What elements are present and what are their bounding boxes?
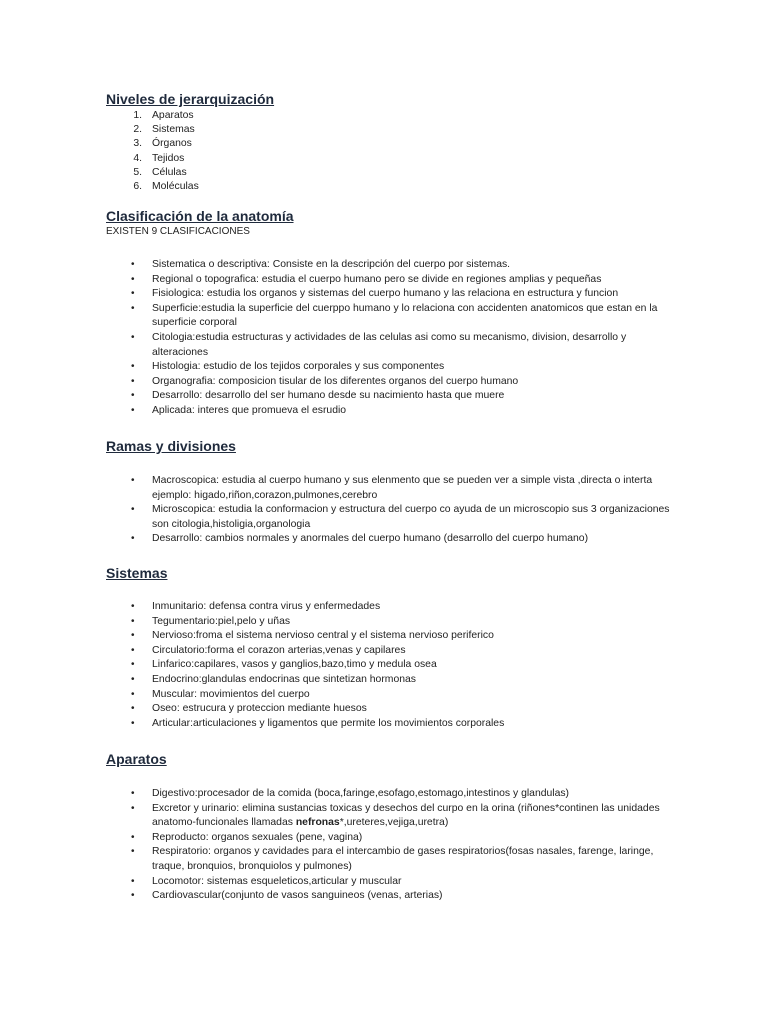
list-item: • Microscopica: estudia la conformacion y estructura del cuerpo co ayuda de un microscopio sus 3 organizaciones son citologia,histoligia,organologia bbox=[131, 504, 670, 530]
clasificacion-subtitle: EXISTEN 9 CLASIFICACIONES bbox=[106, 226, 250, 237]
list-item: • Organografia: composicion tisular de los diferentes organos del cuerpo humano bbox=[131, 375, 519, 387]
list-item: 3. Órganos bbox=[133, 138, 192, 150]
ramas-list bbox=[131, 474, 671, 547]
list-item: 1. Aparatos bbox=[133, 110, 194, 121]
clasificacion-list bbox=[131, 258, 671, 419]
list-item: • Endocrino:glandulas endocrinas que sintetizan hormonas bbox=[131, 673, 416, 685]
heading-niveles: Niveles de jerarquización bbox=[106, 91, 275, 107]
list-item: • Tegumentario:piel,pelo y uñas bbox=[131, 615, 291, 627]
list-item: • Muscular: movimientos del cuerpo bbox=[131, 688, 310, 700]
list-item: • Superficie:estudia la superficie del cuerppo humano y lo relaciona con accidenten anatomicos que estan en la superficie corporal bbox=[131, 302, 658, 329]
list-item: • Sistematica o descriptiva: Consiste en la descripción del cuerpo por sistemas. bbox=[131, 259, 511, 270]
list-item: • Desarrollo: desarrollo del ser humano desde su nacimiento hasta que muere bbox=[131, 390, 505, 402]
list-item: • Articular:articulaciones y ligamentos que permite los movimientos corporales bbox=[131, 717, 505, 729]
list-item: 2. Sistemas bbox=[133, 124, 195, 136]
list-item: • Oseo: estrucura y proteccion mediante huesos bbox=[131, 703, 367, 715]
list-item: 4. Tejidos bbox=[133, 152, 185, 164]
list-item: • Fisiologica: estudia los organos y sistemas del cuerpo humano y las relaciona en estructura y funcion bbox=[131, 288, 619, 300]
list-item: • Histologia: estudio de los tejidos corporales y sus componentes bbox=[131, 361, 445, 373]
list-item: • Inmunitario: defensa contra virus y enfermedades bbox=[131, 601, 381, 612]
heading-aparatos: Aparatos bbox=[106, 751, 167, 767]
list-item: • Linfarico:capilares, vasos y ganglios,bazo,timo y medula osea bbox=[131, 659, 437, 671]
bold-term: nefronas bbox=[295, 817, 340, 829]
list-item: • Regional o topografica: estudia el cuerpo humano pero se divide en regiones amplias y pequeñas bbox=[131, 273, 602, 285]
heading-clasificacion: Clasificación de la anatomía bbox=[106, 208, 294, 224]
aparatos-list bbox=[131, 787, 671, 904]
list-item: 5. Células bbox=[133, 166, 187, 178]
sistemas-list bbox=[131, 600, 671, 731]
list-item: • Citologia:estudia estructuras y actividades de las celulas asi como su mecanismo, division, desarrollo y alteraciones bbox=[131, 331, 627, 358]
list-item: • Cardiovascular(conjunto de vasos sanguineos (venas, arterias) bbox=[131, 890, 443, 902]
list-item: • Reproducto: organos sexuales (pene, vagina) bbox=[131, 831, 363, 843]
list-item: • Desarrollo: cambios normales y anormales del cuerpo humano (desarrollo del cuerpo humano) bbox=[131, 533, 589, 545]
niveles-list bbox=[128, 109, 199, 194]
list-item: • Nervioso:froma el sistema nervioso central y el sistema nervioso periferico bbox=[131, 630, 494, 642]
list-item: • Aplicada: interes que promueva el esrudio bbox=[131, 404, 347, 416]
list-item: • Excretor y urinario: elimina sustancias toxicas y desechos del curpo en la orina (riñones*continen las unidades anatomo-funcionales llamadas nefronas*,ureteres,vejiga,uretra) bbox=[131, 802, 660, 829]
list-item: • Locomotor: sistemas esqueleticos,articular y muscular bbox=[131, 875, 402, 887]
list-item: • Respiratorio: organos y cavidades para el intercambio de gases respiratorios(fosas nasales, farenge, laringe, traque, bronquios, bronquiolos y pulmones) bbox=[131, 846, 654, 872]
heading-ramas: Ramas y divisiones bbox=[106, 438, 236, 454]
list-item: • Circulatorio:forma el corazon arterias,venas y capilares bbox=[131, 644, 406, 656]
list-item: 6. Moléculas bbox=[133, 180, 199, 192]
list-item: • Digestivo:procesador de la comida (boca,faringe,esofago,estomago,intestinos y glandulas) bbox=[131, 788, 570, 799]
heading-sistemas: Sistemas bbox=[106, 565, 168, 581]
list-item: • Macroscopica: estudia al cuerpo humano y sus elenmento que se pueden ver a simple vista ,directa o interta ejemplo: higado,riñon,corazon,pulmones,cerebro bbox=[131, 475, 653, 501]
